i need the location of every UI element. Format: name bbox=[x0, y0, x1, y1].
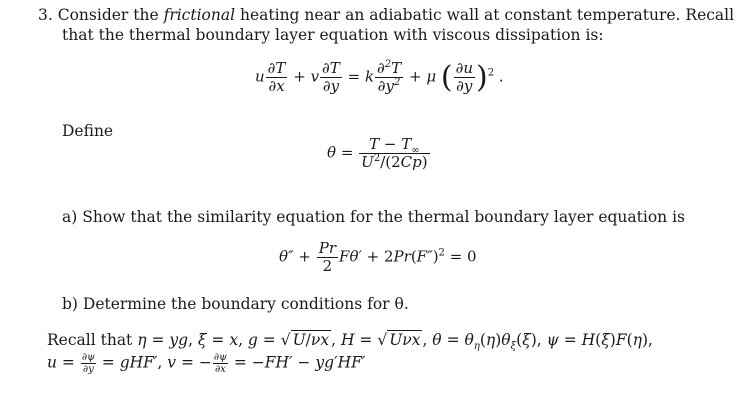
intro-text-a: Consider the bbox=[57, 6, 164, 24]
intro-italic-word: frictional bbox=[163, 6, 236, 24]
define-label: Define bbox=[62, 122, 114, 140]
intro-text-b: heating near an adiabatic wall at constant temperature. Recall bbox=[235, 6, 735, 24]
intro-line-2: that the thermal boundary layer equation with viscous dissipation is: bbox=[62, 26, 604, 44]
recall-label: Recall that bbox=[47, 331, 133, 349]
part-b-text: b) Determine the boundary conditions for θ. bbox=[62, 295, 409, 313]
similarity-equation: θ″ + $\frac{Pr}{2}$ $F\theta' + 2Pr(F'')^2 = 0$ bbox=[279, 239, 477, 275]
theta-definition-equation: θ = $\frac{T - T_\infty}{U^2/(2Cp)}$ bbox=[327, 135, 428, 171]
recall-line-2: u = $\frac{\partial\psi}{\partial y}$ = gHF′, v = − $\frac{\partial\psi}{\partial x}$ = −FH′ − yg′HF′ bbox=[47, 352, 366, 375]
recall-line-1: Recall that η = yg, ξ = x, g = √ U/νx , H = √ Uνx , $\theta = \theta_\eta(\eta)\theta_\xi(\xi)$, ψ = H(ξ)F(η), bbox=[47, 331, 653, 353]
problem-number: 3. bbox=[38, 6, 53, 24]
intro-line-1 bbox=[38, 5, 734, 25]
part-a-text: a) Show that the similarity equation for the thermal boundary layer equation is bbox=[62, 208, 685, 226]
boundary-layer-equation: u $\frac{\partial T}{\partial x}$ + v $\frac{\partial T}{\partial y}$ = k $\frac{\partial^2T}{\partial y^2}$ + μ ( $\frac{\partial u}{\partial y}$ )$^2$ . bbox=[255, 59, 504, 95]
